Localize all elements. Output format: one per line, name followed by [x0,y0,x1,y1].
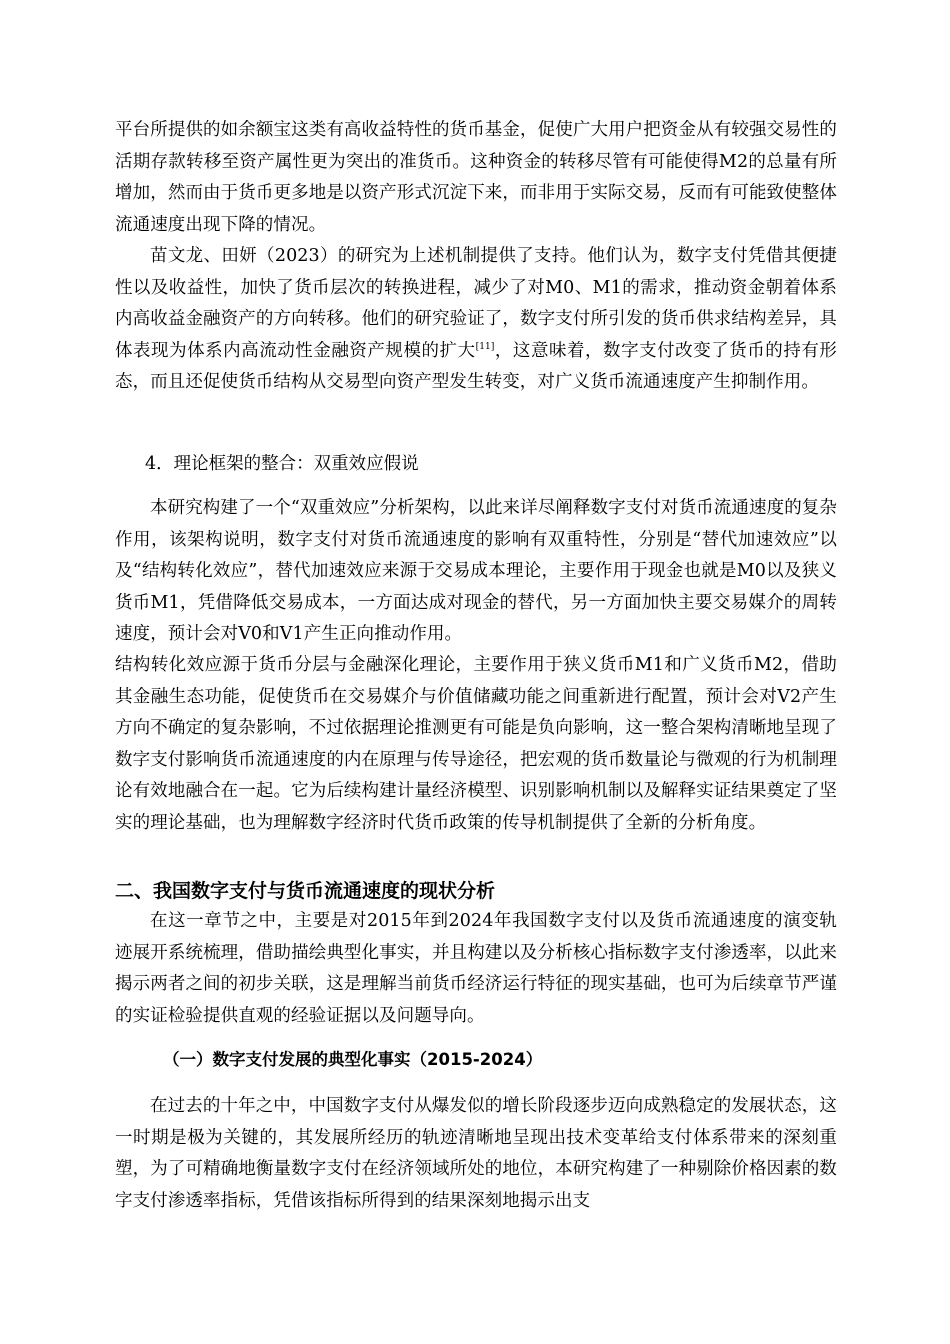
paragraph-money-fund-transfer: 平台所提供的如余额宝这类有高收益特性的货币基金，促使广大用户把资金从有较强交易性的活期存款转移至资产属性更为突出的准货币。这种资金的转移尽管有可能使得M2的总量有所增加，然而由于货币更多地是以资产形式沉淀下来，而非用于实际交易，反而有可能致使整体流通速度出现下降的情况。 [115,120,837,235]
paragraph-typical-facts: 在过去的十年之中，中国数字支付从爆发似的增长阶段逐步迈向成熟稳定的发展状态，这一时期是极为关键的，其发展所经历的轨迹清晰地呈现出技术变革给支付体系带来的深刻重塑，为了可精确地衡量数字支付在经济领域所处的地位，本研究构建了一种剔除价格因素的数字支付渗透率指标，凭借该指标所得到的结果深刻地揭示出支 [115,1096,837,1211]
paragraph-chapter-overview: 在这一章节之中，主要是对2015年到2024年我国数字支付以及货币流通速度的演变轨迹展开系统梳理，借助描绘典型化事实，并且构建以及分析核心指标数字支付渗透率，以此来揭示两者之间的初步关联，这是理解当前货币经济运行特征的现实基础，也可为后续章节严谨的实证检验提供直观的经验证据以及问题导向。 [115,911,837,1026]
paragraph-dual-effect-framework: 本研究构建了一个“双重效应”分析架构，以此来详尽阐释数字支付对货币流通速度的复杂作用，该架构说明，数字支付对货币流通速度的影响有双重特性，分别是“替代加速效应”以及“结构转化效应”，替代加速效应来源于交易成本理论，主要作用于现金也就是M0以及狭义货币M1，凭借降低交易成本，一方面达成对现金的替代，另一方面加快主要交易媒介的周转速度，预计会对V0和V1产生正向推动作用。 [115,498,837,644]
citation-reference: [11] [475,341,495,352]
subsection-heading: （一）数字支付发展的典型化事实（2015-2024） [163,1050,543,1069]
paragraph-structural-transformation: 结构转化效应源于货币分层与金融深化理论，主要作用于狭义货币M1和广义货币M2，借助其金融生态功能，促使货币在交易媒介与价值储藏功能之间重新进行配置，预计会对V2产生方向不确定的复杂影响，不过依据理论推测更有可能是负向影响，这一整合架构清晰地呈现了数字支付影响货币流通速度的内在原理与传导途径，把宏观的货币数量论与微观的行为机制理论有效地融合在一起。它为后续构建计量经济模型、识别影响机制以及解释实证结果奠定了坚实的理论基础，也为理解数字经济时代货币政策的传导机制提供了全新的分析角度。 [115,655,837,833]
paragraph-text: ，这意味着，数字支付改变了货币的持有形态，而且还促使货币结构从交易型向资产型发生转变，对广义货币流通速度产生抑制作用。 [115,340,837,392]
section-heading: 二、我国数字支付与货币流通速度的现状分析 [115,880,496,902]
subheading-theory-integration: 4．理论框架的整合：双重效应假说 [145,454,419,474]
paragraph-text: 苗文龙、田妍（2023）的研究为上述机制提供了支持。他们认为，数字支付凭借其便捷性以及收益性，加快了货币层次的转换进程，减少了对M0、M1的需求，推动资金朝着体系内高收益金融资产的方向转移。他们的研究验证了，数字支付所引发的货币供求结构差异，具体表现为体系内高流动性金融资产规模的扩大 [115,246,837,361]
paragraph-miao-tian-study [115,241,837,399]
